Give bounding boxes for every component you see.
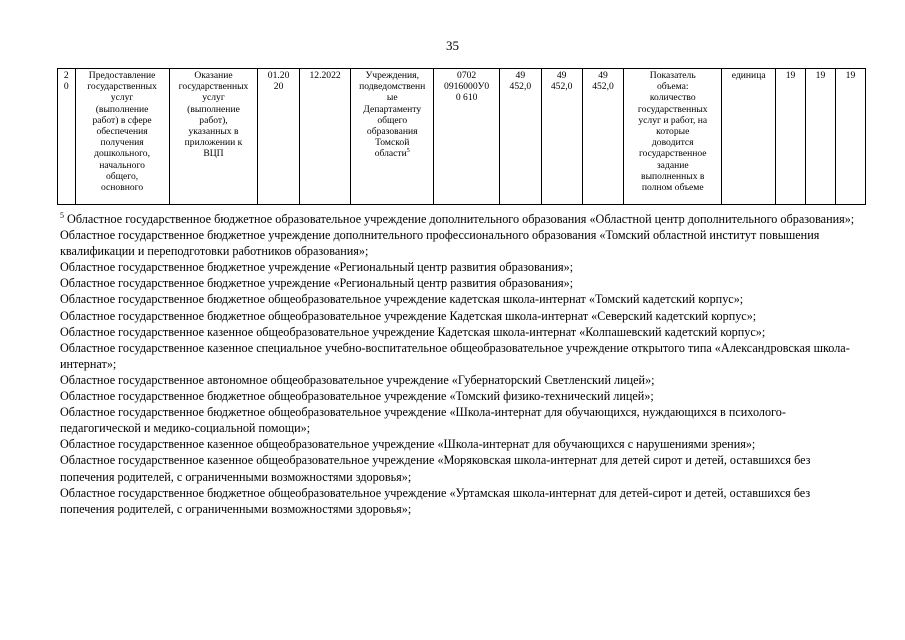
footnote-text: Областное государственное бюджетное общеобразовательное учреждение Кадетская школа-интернат «Северский кадетский корпус»; [60, 308, 757, 323]
footnote-text: Областное государственное бюджетное образовательное учреждение дополнительного образования «Областной центр дополнительного образования»; [67, 212, 855, 226]
cell-value-3 [582, 69, 623, 205]
footnote-divider [60, 204, 215, 205]
table-row [58, 69, 866, 205]
cell-line: 0 610 [455, 92, 478, 104]
footnote-text: Областное государственное казенное общеобразовательное учреждение «Школа-интернат для обучающихся с нарушениями зрения»; [60, 437, 756, 452]
cell-indicator-3 [835, 69, 865, 205]
footnote-item [60, 211, 855, 227]
footnote-text: Областное государственное бюджетное учреждение «Региональный центр развития образования»; [60, 260, 574, 275]
footnote-text: Областное государственное бюджетное общеобразовательное учреждение «Уртамская школа-интернат для детей-сирот и детей, оставшихся без попечения родителей, с ограниченными возможностями здоровья»; [60, 485, 811, 516]
cell-line: государственных [637, 103, 708, 115]
cell-line: единица [731, 70, 766, 81]
footnote-item [60, 485, 855, 517]
cell-line: 19 [785, 70, 796, 81]
cell-num [58, 69, 76, 205]
cell-line: 0 [63, 81, 69, 93]
cell-measure [75, 69, 169, 205]
footnote-item [60, 436, 855, 452]
cell-line: указанных в [188, 126, 239, 138]
footnote-item [60, 340, 855, 372]
cell-line: общего, [105, 170, 139, 182]
cell-line: 49 [598, 70, 608, 81]
cell-line: 452,0 [592, 81, 614, 93]
cell-value-1 [500, 69, 541, 205]
cell-line: ВЦП [203, 148, 224, 160]
footnote-item [60, 259, 855, 275]
cell-line: 12.2022 [309, 70, 341, 81]
cell-line: 0916000У0 [444, 81, 490, 93]
cell-line: 452,0 [509, 81, 532, 93]
cell-line: (выполнение [95, 103, 149, 115]
footnote-item [60, 227, 855, 259]
cell-line: получения [100, 137, 144, 149]
cell-line: Учреждения, [365, 70, 419, 81]
cell-line: работ) в сфере [92, 114, 152, 126]
cell-line: государственных [87, 81, 157, 93]
footnote-text: Областное государственное бюджетное общеобразовательное учреждение «Школа-интернат для обучающихся, нуждающихся в психолого-педагогической и медико-социальной помощи»; [60, 405, 786, 436]
footnote-text: Областное государственное бюджетное общеобразовательное учреждение кадетская школа-интернат «Томский кадетский корпус»; [60, 292, 744, 307]
cell-line: доводится [651, 137, 694, 149]
footnote-item [60, 308, 855, 324]
cell-line: 49 [515, 70, 526, 81]
cell-line: Предоставление [88, 70, 156, 81]
cell-line: работ), [199, 114, 228, 126]
cell-line: Оказание [194, 70, 233, 81]
footnote-text: Областное государственное бюджетное общеобразовательное учреждение «Томский физико-технический лицей»; [60, 389, 654, 404]
footnote-text: Областное государственное бюджетное учреждение «Региональный центр развития образования»; [60, 276, 574, 291]
cell-start-date [258, 69, 299, 205]
cell-line: основного [100, 182, 144, 194]
cell-line: приложении к [184, 137, 243, 149]
cell-indicator-2 [806, 69, 836, 205]
footnote-item [60, 324, 855, 340]
cell-line: образования [366, 126, 418, 138]
cell-line: выполненных в [641, 170, 705, 182]
footnote-item [60, 372, 855, 388]
cell-line: 19 [815, 70, 826, 81]
cell-unit [722, 69, 776, 205]
footnote-text: Областное государственное казенное общеобразовательное учреждение «Моряковская школа-интернат для детей сирот и детей, оставшихся без попечения родителей, с ограниченными возможностями здоровья»; [60, 453, 811, 484]
cell-line: подведомственн [359, 81, 426, 93]
cell-service [169, 69, 258, 205]
cell-line: услуг [202, 92, 225, 104]
cell-line: услуг [110, 92, 134, 104]
cell-line: начального [99, 159, 145, 171]
cell-line: 0702 [457, 70, 477, 81]
cell-indicator [624, 69, 722, 205]
cell-line: 49 [556, 70, 567, 81]
cell-line: области$^5$ [374, 148, 410, 160]
footnote-marker: 5 [60, 210, 64, 220]
cell-line: 20 [273, 81, 284, 93]
footnote-text: Областное государственное бюджетное учреждение дополнительного профессионального образования «Томский областной институт повышения квалификации и переподготовки работников образования»; [60, 228, 820, 259]
footnote-text: Областное государственное казенное специальное учебно-воспитательное общеобразовательное учреждение открытого типа «Александровская школа-интернат»; [60, 340, 850, 371]
cell-line: государственных [178, 81, 249, 93]
cell-executor [351, 69, 434, 205]
footnote-text: Областное государственное автономное общеобразовательное учреждение «Губернаторский Светленский лицей»; [60, 372, 655, 387]
cell-line: услуг и работ, на [638, 114, 708, 126]
cell-line: задание [656, 159, 689, 171]
cell-line: обеспечения [96, 126, 148, 138]
footnote-text: Областное государственное казенное общеобразовательное учреждение Кадетская школа-интернат «Колпашевский кадетский корпус»; [60, 324, 766, 339]
cell-line: государственное [638, 148, 707, 160]
cell-line: 19 [845, 70, 856, 81]
cell-line: 2 [63, 70, 69, 81]
footnote-item [60, 275, 855, 291]
footnote-item [60, 291, 855, 307]
cell-end-date [299, 69, 351, 205]
cell-line: ые [386, 92, 398, 104]
cell-value-2 [541, 69, 582, 205]
footnote-item [60, 452, 855, 484]
cell-line: количество [649, 92, 696, 104]
cell-line: 452,0 [550, 81, 573, 93]
cell-line: полном объеме [641, 182, 704, 194]
footnotes [60, 211, 855, 517]
page-number: 35 [446, 38, 459, 53]
cell-line: Департаменту [363, 103, 422, 115]
cell-line: которые [656, 126, 690, 138]
cell-indicator-1 [776, 69, 806, 205]
cell-line: Показатель [649, 70, 696, 81]
cell-line: объема: [656, 81, 689, 93]
program-table [57, 68, 866, 205]
cell-line: общего [377, 114, 408, 126]
cell-line: Томской [375, 137, 410, 149]
cell-line: 01.20 [267, 70, 290, 81]
footnote-item [60, 404, 855, 436]
cell-line: дошкольного, [94, 148, 151, 160]
cell-line: (выполнение [187, 103, 240, 115]
footnote-item [60, 388, 855, 404]
cell-budget-code [434, 69, 500, 205]
footnote-ref: 5 [406, 148, 410, 155]
